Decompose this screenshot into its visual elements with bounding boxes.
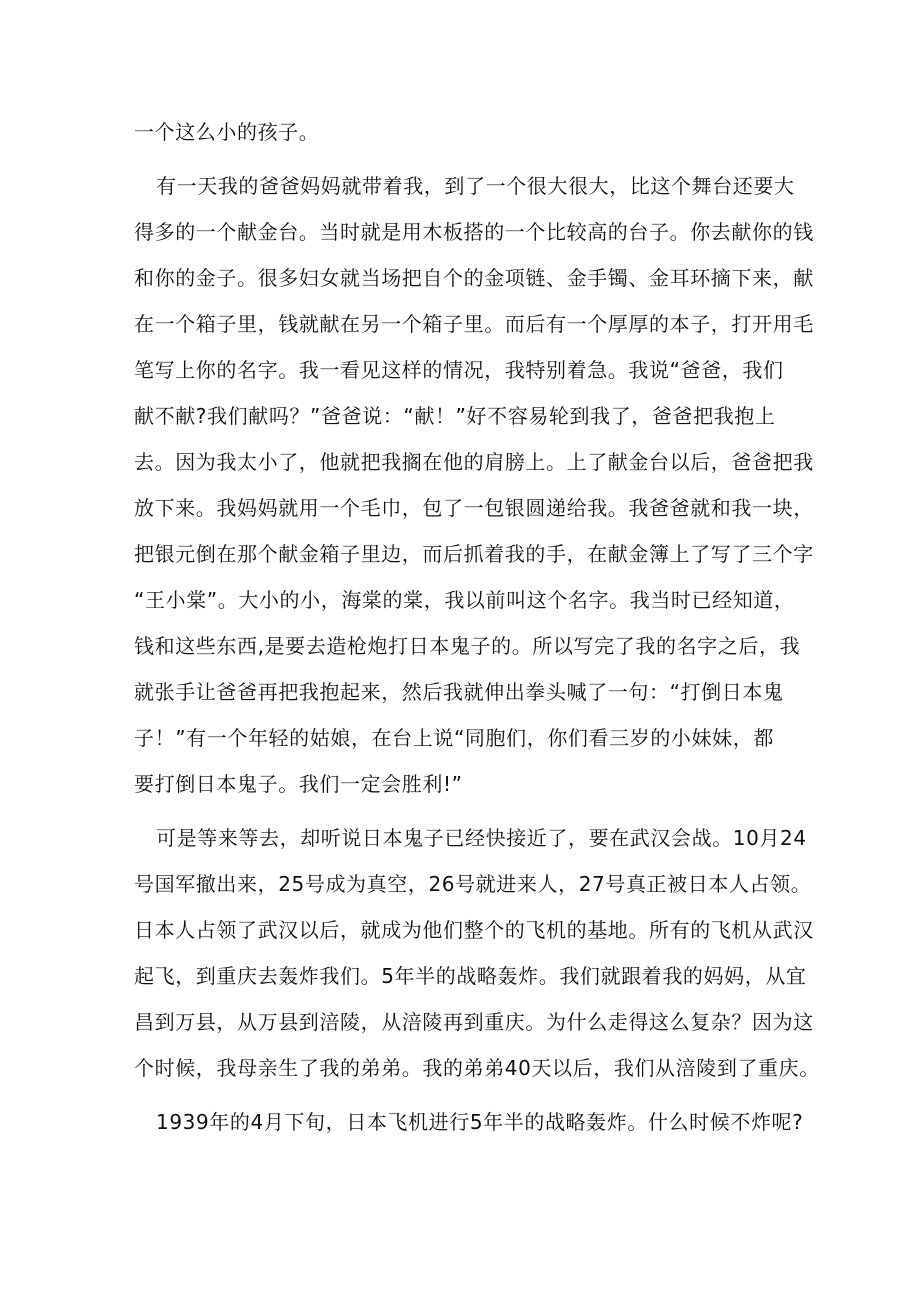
text-line: 号国军撤出来，25号成为真空，26号就进来人，27号真正被日本人占领。: [134, 872, 812, 896]
text-line: 笔写上你的名字。我一看见这样的情况，我特别着急。我说“爸爸，我们: [134, 358, 784, 382]
text-line: 起飞，到重庆去轰炸我们。5年半的战略轰炸。我们就跟着我的妈妈，从宜: [134, 964, 807, 988]
text-line: 在一个箱子里，钱就献在另一个箱子里。而后有一个厚厚的本子，打开用毛: [134, 312, 814, 336]
text-line: 日本人占领了武汉以后，就成为他们整个的飞机的基地。所有的飞机从武汉: [134, 918, 814, 942]
paragraph-start-line: 1939年的4月下旬，日本飞机进行5年半的战略轰炸。什么时候不炸呢?: [156, 1110, 804, 1134]
text-line: “王小棠”。大小的小，海棠的棠，我以前叫这个名字。我当时已经知道，: [134, 588, 795, 612]
text-line: 和你的金子。很多妇女就当场把自个的金项链、金手镯、金耳环摘下来，献: [134, 266, 814, 290]
text-line: 得多的一个献金台。当时就是用木板搭的一个比较高的台子。你去献你的钱: [134, 220, 814, 244]
text-line: 昌到万县，从万县到涪陵，从涪陵再到重庆。为什么走得这么复杂？因为这: [134, 1010, 814, 1034]
text-line: 要打倒日本鬼子。我们一定会胜利!”: [134, 772, 463, 796]
text-line: 放下来。我妈妈就用一个毛巾，包了一包银圆递给我。我爸爸就和我一块，: [134, 496, 814, 520]
text-line: 钱和这些东西,是要去造枪炮打日本鬼子的。所以写完了我的名字之后，我: [134, 634, 801, 658]
text-line: 子！”有一个年轻的姑娘，在台上说“同胞们，你们看三岁的小妹妹，都: [134, 726, 774, 750]
text-line: 去。因为我太小了，他就把我搁在他的肩膀上。上了献金台以后，爸爸把我: [134, 450, 814, 474]
text-line: 一个这么小的孩子。: [134, 120, 320, 144]
text-line: 献不献?我们献吗？”爸爸说：“献！”好不容易轮到我了，爸爸把我抱上: [134, 404, 776, 428]
paragraph-start-line: 可是等来等去，却听说日本鬼子已经快接近了，要在武汉会战。10月24: [156, 826, 807, 850]
text-line: 个时候，我母亲生了我的弟弟。我的弟弟40天以后，我们从涪陵到了重庆。: [134, 1056, 820, 1080]
text-line: 把银元倒在那个献金箱子里边，而后抓着我的手，在献金簿上了写了三个字: [134, 542, 814, 566]
paragraph-start-line: 有一天我的爸爸妈妈就带着我，到了一个很大很大，比这个舞台还要大: [156, 174, 795, 198]
text-line: 就张手让爸爸再把我抱起来，然后我就伸出拳头喊了一句：“打倒日本鬼: [134, 680, 784, 704]
